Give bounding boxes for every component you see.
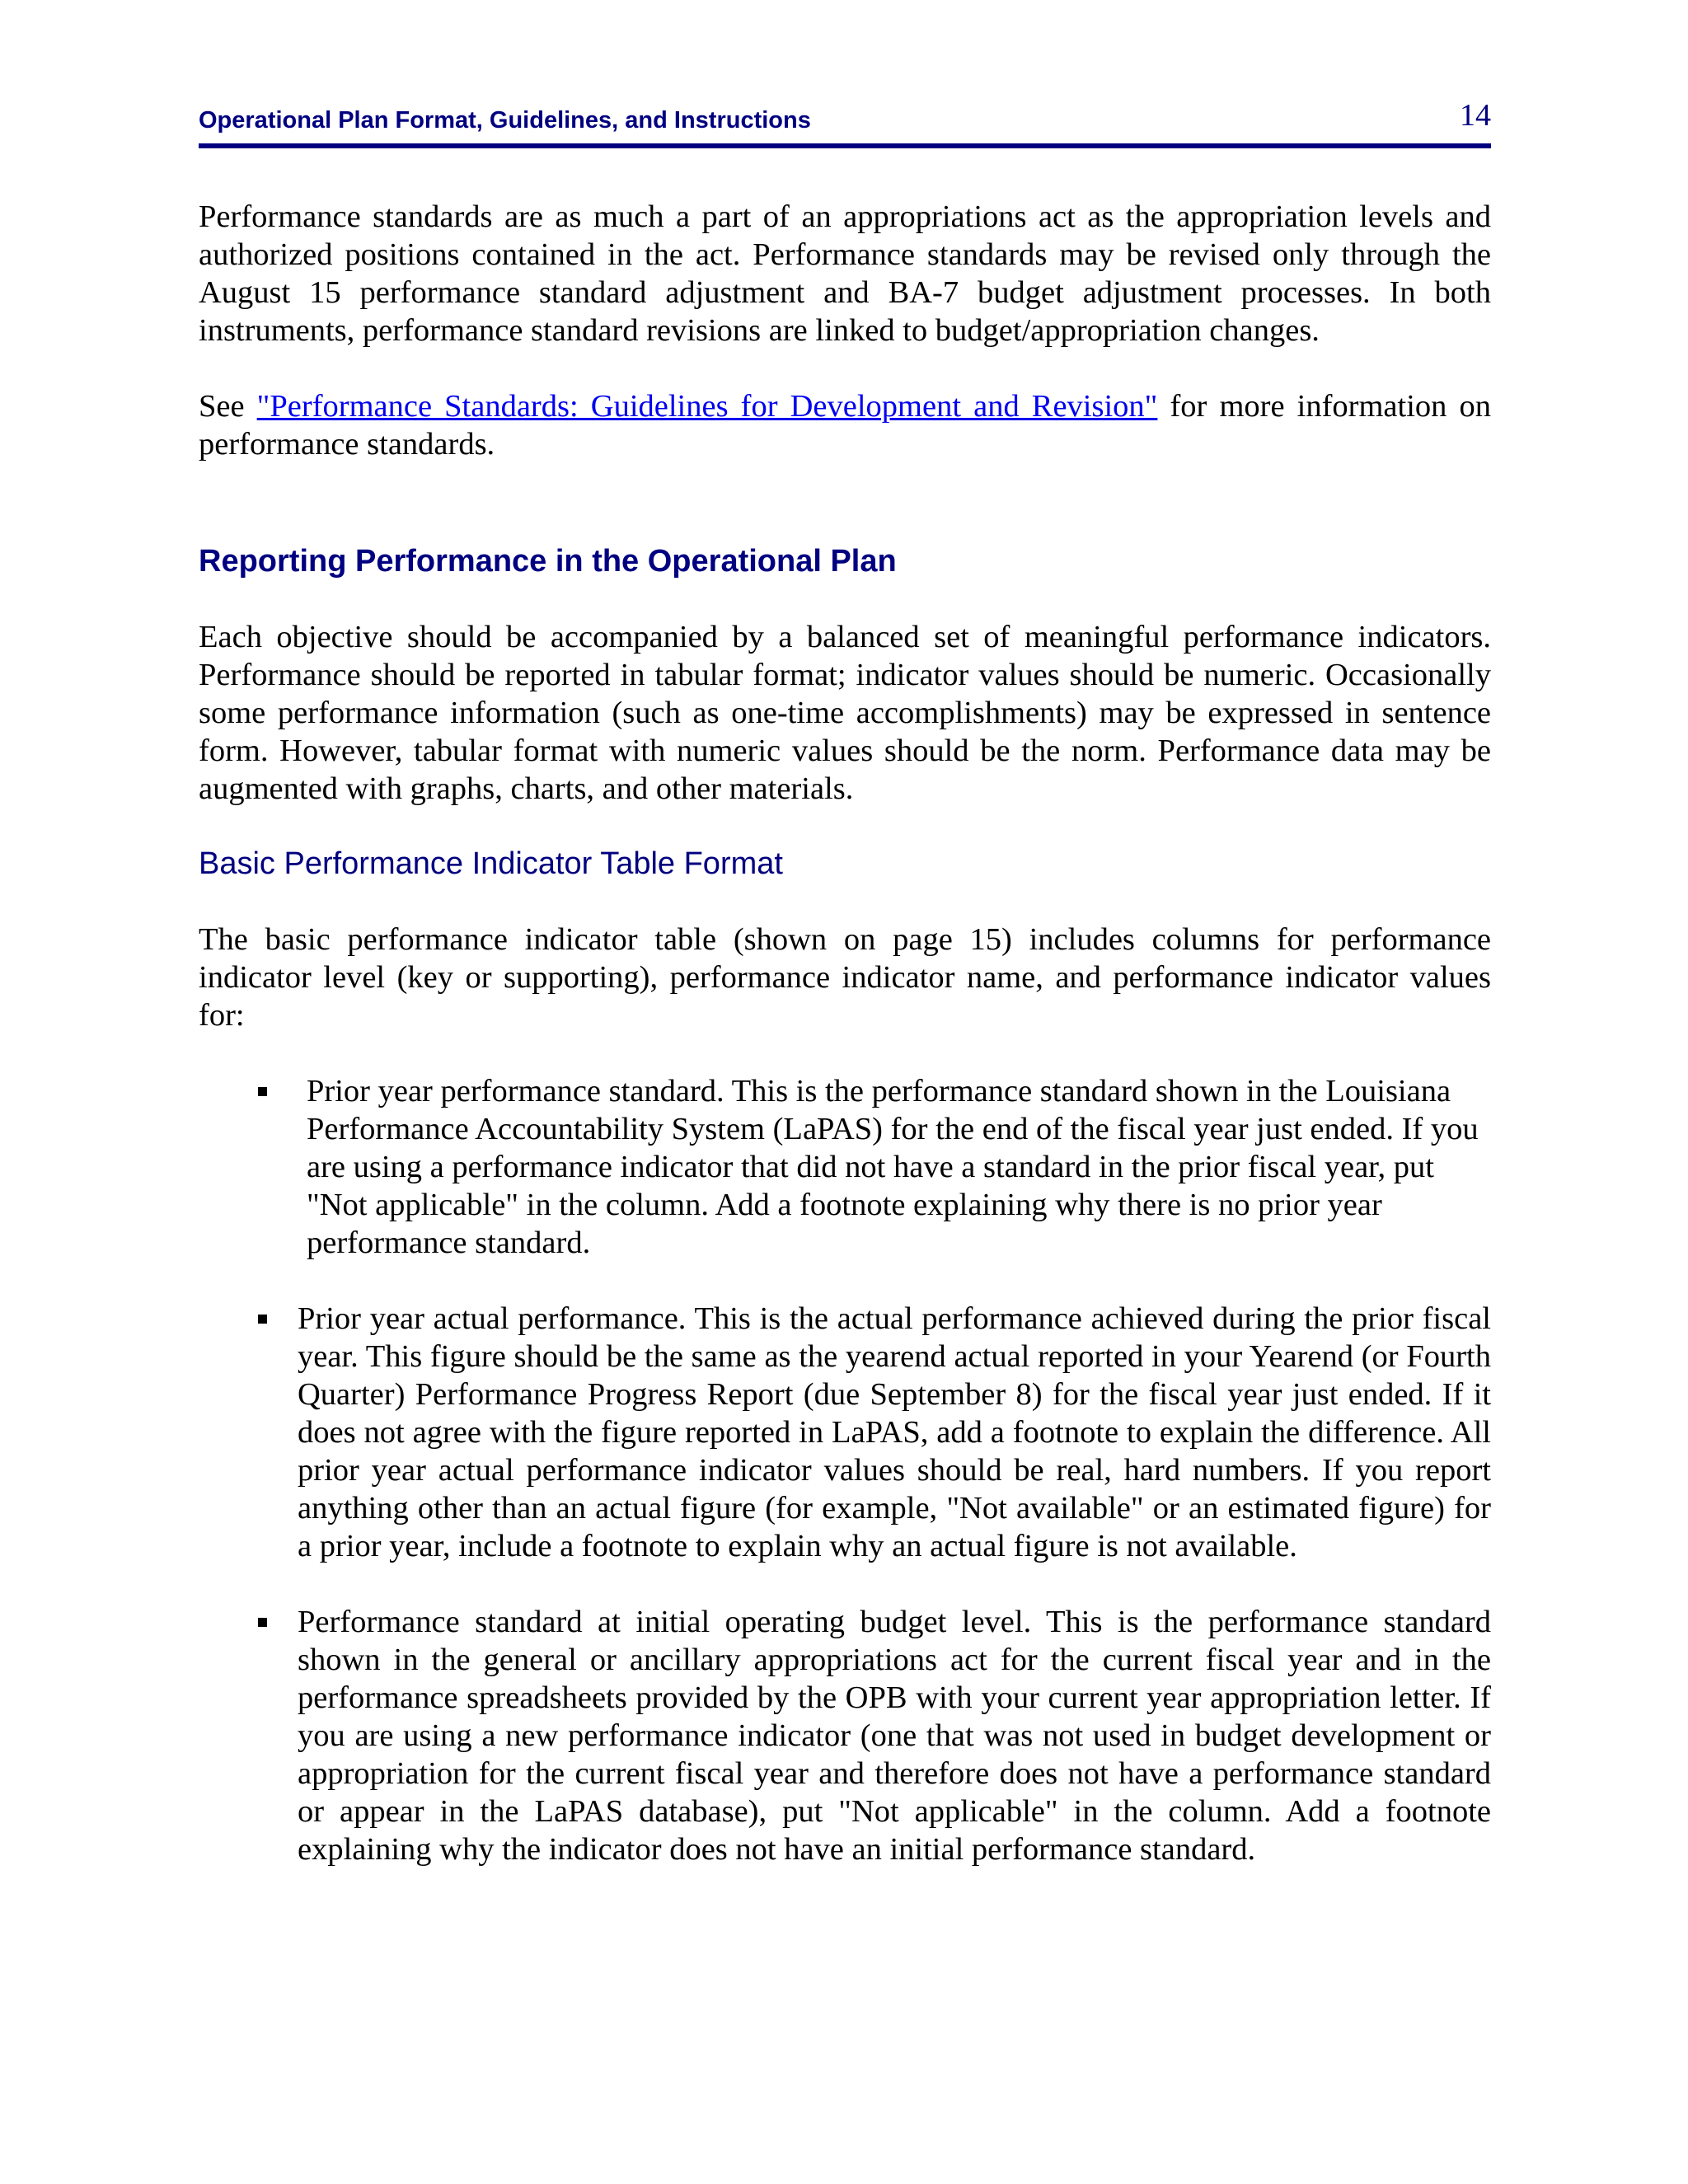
intro-paragraph: Performance standards are as much a part of an appropriations act as the appropriation levels and authorized positions contained in the act. Performance standards may be revised only through the August 15 performance standard adjustment and BA-7 budget adjustment processes. In both instruments, performance standard revisions are linked to budget/appropriation changes. — [199, 199, 1491, 348]
list-item-text: Performance standard at initial operating budget level. This is the performance standard shown in the general or ancillary appropriations act for the current fiscal year and in the performance spreadsheets provided by the OPB with your current year appropriation letter. If you are using a new performance indicator (one that was not used in budget development or appropriation for the current fiscal year and therefore does not have a performance standard or appear in the LaPAS database), put "Not applicable" in the column. Add a footnote explaining why the indicator does not have an initial performance standard. — [298, 1605, 1491, 1867]
square-bullet-icon — [258, 1315, 267, 1324]
list-item-text: Prior year performance standard. This is the performance standard shown in the Louisiana Performance Accountability System (LaPAS) for the end of the fiscal year just ended. If you are using a performance indicator that did not have a standard in the prior fiscal year, put "Not applicable" in the column. Add a footnote explaining why there is no prior year performance standard. — [307, 1074, 1479, 1260]
section-heading: Reporting Performance in the Operational Plan — [199, 544, 897, 579]
indicator-values-list — [199, 1072, 1491, 1868]
header-title: Operational Plan Format, Guidelines, and Instructions — [199, 107, 811, 134]
square-bullet-icon — [258, 1618, 267, 1627]
page-number: 14 — [1460, 98, 1491, 133]
list-item — [199, 1072, 1491, 1262]
list-item-text: Prior year actual performance. This is the actual performance achieved during the prior fiscal year. This figure should be the same as the yearend actual reported in your Yearend (or Fourth Quarter) Performance Progress Report (due September 8) for the fiscal year just ended. If it does not agree with the figure reported in LaPAS, add a footnote to explain the difference. All prior year actual performance indicator values should be real, hard numbers. If you report anything other than an actual figure (for example, "Not available" or an estimated figure) for a prior year, include a footnote to explain why an actual figure is not available. — [298, 1301, 1491, 1563]
list-item — [199, 1300, 1491, 1565]
document-body — [199, 198, 1491, 1868]
see-suffix: for more information on performance standards. — [199, 389, 1491, 462]
see-paragraph — [199, 387, 1491, 463]
performance-standards-link[interactable]: "Performance Standards: Guidelines for Development and Revision" — [256, 389, 1158, 424]
see-prefix: See — [199, 389, 257, 424]
page-header — [199, 97, 1491, 148]
section-paragraph: Each objective should be accompanied by a balanced set of meaningful performance indicators. Performance should be reported in tabular format; indicator values should be numeric. Occasionally some performance information (such as one-time accomplishments) may be expressed in sentence form. However, tabular format with numeric values should be the norm. Performance data may be augmented with graphs, charts, and other materials. — [199, 620, 1491, 806]
list-item — [199, 1603, 1491, 1868]
subsection-heading: Basic Performance Indicator Table Format — [199, 846, 783, 881]
subsection-paragraph: The basic performance indicator table (shown on page 15) includes columns for performance indicator level (key or supporting), performance indicator name, and performance indicator values for: — [199, 922, 1491, 1033]
square-bullet-icon — [258, 1087, 267, 1096]
